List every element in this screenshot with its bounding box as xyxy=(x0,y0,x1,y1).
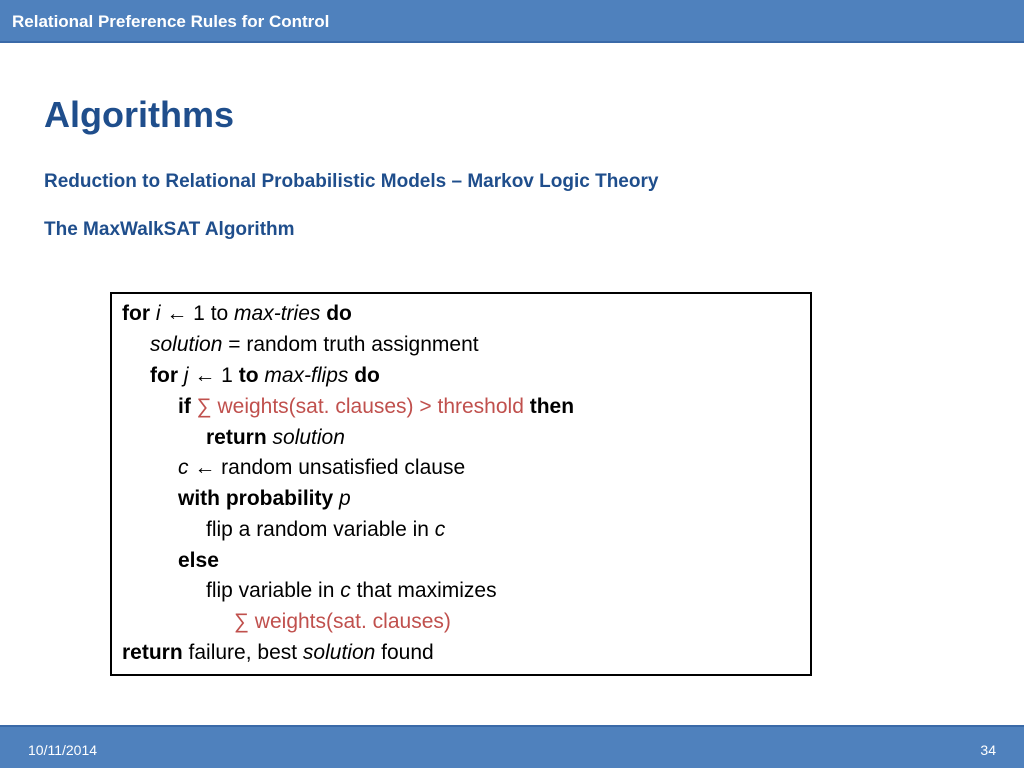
algo-line-5 xyxy=(206,426,345,450)
variable: j xyxy=(183,364,189,387)
keyword: if xyxy=(178,395,191,418)
footer-date: 10/11/2014 xyxy=(28,742,98,758)
algo-line-12 xyxy=(122,641,434,665)
variable: solution xyxy=(150,333,223,356)
text: ← 1 xyxy=(188,364,239,387)
algo-line-10 xyxy=(206,579,497,603)
header-title: Relational Preference Rules for Control xyxy=(12,12,330,31)
text: flip a random variable in xyxy=(206,518,435,541)
keyword: do xyxy=(326,302,352,325)
variable: i xyxy=(155,302,161,325)
variable: p xyxy=(339,487,351,510)
algo-line-7 xyxy=(178,487,351,511)
algo-line-2 xyxy=(150,333,479,357)
text: failure, best xyxy=(182,641,303,664)
algo-line-1 xyxy=(122,302,352,326)
algo-line-6 xyxy=(178,456,465,480)
variable: c xyxy=(178,456,189,479)
keyword: with probability xyxy=(178,487,334,510)
algorithm-heading: The MaxWalkSAT Algorithm xyxy=(44,219,295,240)
variable: c xyxy=(340,579,351,602)
text: that maximizes xyxy=(350,579,497,602)
variable: max-flips xyxy=(264,364,349,387)
keyword: return xyxy=(122,641,183,664)
variable: c xyxy=(434,518,446,541)
slide-subtitle: Reduction to Relational Probabilistic Models – Markov Logic Theory xyxy=(44,171,659,192)
keyword: do xyxy=(354,364,380,387)
slide-title: Algorithms xyxy=(44,94,235,135)
header-bar xyxy=(0,0,1024,43)
variable: solution xyxy=(272,426,345,449)
keyword: for xyxy=(122,302,150,325)
condition-expression: ∑ weights(sat. clauses) > threshold xyxy=(196,395,524,418)
page-number: 34 xyxy=(980,742,996,758)
variable: max-tries xyxy=(234,302,321,325)
text: flip variable in xyxy=(206,579,341,602)
algo-line-9 xyxy=(178,549,219,573)
keyword: return xyxy=(206,426,267,449)
text: = random truth assignment xyxy=(222,333,479,356)
text: ← 1 to xyxy=(160,302,235,325)
algo-line-11 xyxy=(234,610,451,634)
text: found xyxy=(375,641,434,664)
algo-line-3 xyxy=(150,364,380,388)
keyword: else xyxy=(178,549,219,572)
algorithm-box xyxy=(110,292,812,676)
variable: solution xyxy=(302,641,376,664)
algo-line-8 xyxy=(206,518,445,542)
sum-expression: ∑ weights(sat. clauses) xyxy=(234,610,451,633)
algo-line-4 xyxy=(178,395,574,419)
keyword: for xyxy=(150,364,178,387)
text: ← random unsatisfied clause xyxy=(188,456,466,479)
keyword: then xyxy=(529,395,575,418)
keyword: to xyxy=(238,364,259,387)
footer-bar xyxy=(0,725,1024,768)
